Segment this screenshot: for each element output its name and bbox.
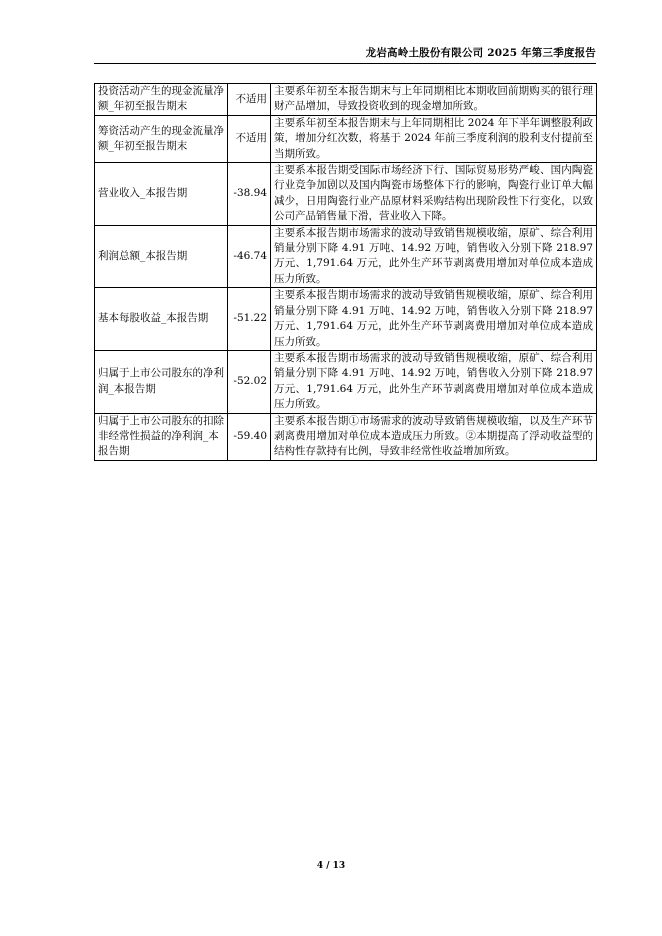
change-ratio-cell: 不适用 [228,84,271,116]
change-reason-cell: 主要系本报告期市场需求的波动导致销售规模收缩，原矿、综合利用销量分别下降 4.91 万吨、14.92 万吨，销售收入分别下降 218.97 万元、1,791.64 万元，此外生产环节剥离费用增加对单位成本造成压力所致。 [271,288,597,351]
change-ratio-cell: -38.94 [228,163,271,226]
item-name-cell: 归属于上市公司股东的净利润_本报告期 [95,350,228,413]
table-row [95,115,597,162]
change-ratio-cell: -59.40 [228,413,271,460]
change-ratio-cell: -52.02 [228,350,271,413]
table-row [95,350,597,413]
table-row [95,413,597,460]
change-reason-cell: 主要系本报告期受国际市场经济下行、国际贸易形势严峻、国内陶瓷行业竞争加剧以及国内陶瓷市场整体下行的影响，陶瓷行业订单大幅减少，日用陶瓷行业产品原材料采购结构出现阶段性下行变化，以致公司产品销售量下滑，营业收入下降。 [271,163,597,226]
table-row [95,288,597,351]
table-row [95,225,597,288]
change-reason-cell: 主要系本报告期市场需求的波动导致销售规模收缩，原矿、综合利用销量分别下降 4.91 万吨、14.92 万吨，销售收入分别下降 218.97 万元、1,791.64 万元，此外生产环节剥离费用增加对单位成本造成压力所致。 [271,350,597,413]
change-reason-cell: 主要系本报告期①市场需求的波动导致销售规模收缩，以及生产环节剥离费用增加对单位成本造成压力所致。②本期提高了浮动收益型的结构性存款持有比例，导致非经常性收益增加所致。 [271,413,597,460]
change-reason-cell: 主要系年初至本报告期末与上年同期相比 2024 年下半年调整股利政策，增加分红次数，将基于 2024 年前三季度利润的股利支付提前至当期所致。 [271,115,597,162]
change-reason-cell: 主要系年初至本报告期末与上年同期相比本期收回前期购买的银行理财产品增加，导致投资收到的现金增加所致。 [271,84,597,116]
item-name-cell: 归属于上市公司股东的扣除非经常性损益的净利润_本报告期 [95,413,228,460]
table-row [95,163,597,226]
change-reasons-table [94,83,597,461]
change-ratio-cell: 不适用 [228,115,271,162]
header-divider [94,63,596,64]
change-ratio-cell: -46.74 [228,225,271,288]
item-name-cell: 筹资活动产生的现金流量净额_年初至报告期末 [95,115,228,162]
item-name-cell: 营业收入_本报告期 [95,163,228,226]
page-number: 4 / 13 [316,861,346,871]
change-ratio-cell: -51.22 [228,288,271,351]
item-name-cell: 基本每股收益_本报告期 [95,288,228,351]
report-header-title: 龙岩高岭土股份有限公司 2025 年第三季度报告 [365,47,596,59]
item-name-cell: 利润总额_本报告期 [95,225,228,288]
change-reason-cell: 主要系本报告期市场需求的波动导致销售规模收缩，原矿、综合利用销量分别下降 4.91 万吨、14.92 万吨，销售收入分别下降 218.97 万元、1,791.64 万元，此外生产环节剥离费用增加对单位成本造成压力所致。 [271,225,597,288]
table-row [95,84,597,116]
item-name-cell: 投资活动产生的现金流量净额_年初至报告期末 [95,84,228,116]
